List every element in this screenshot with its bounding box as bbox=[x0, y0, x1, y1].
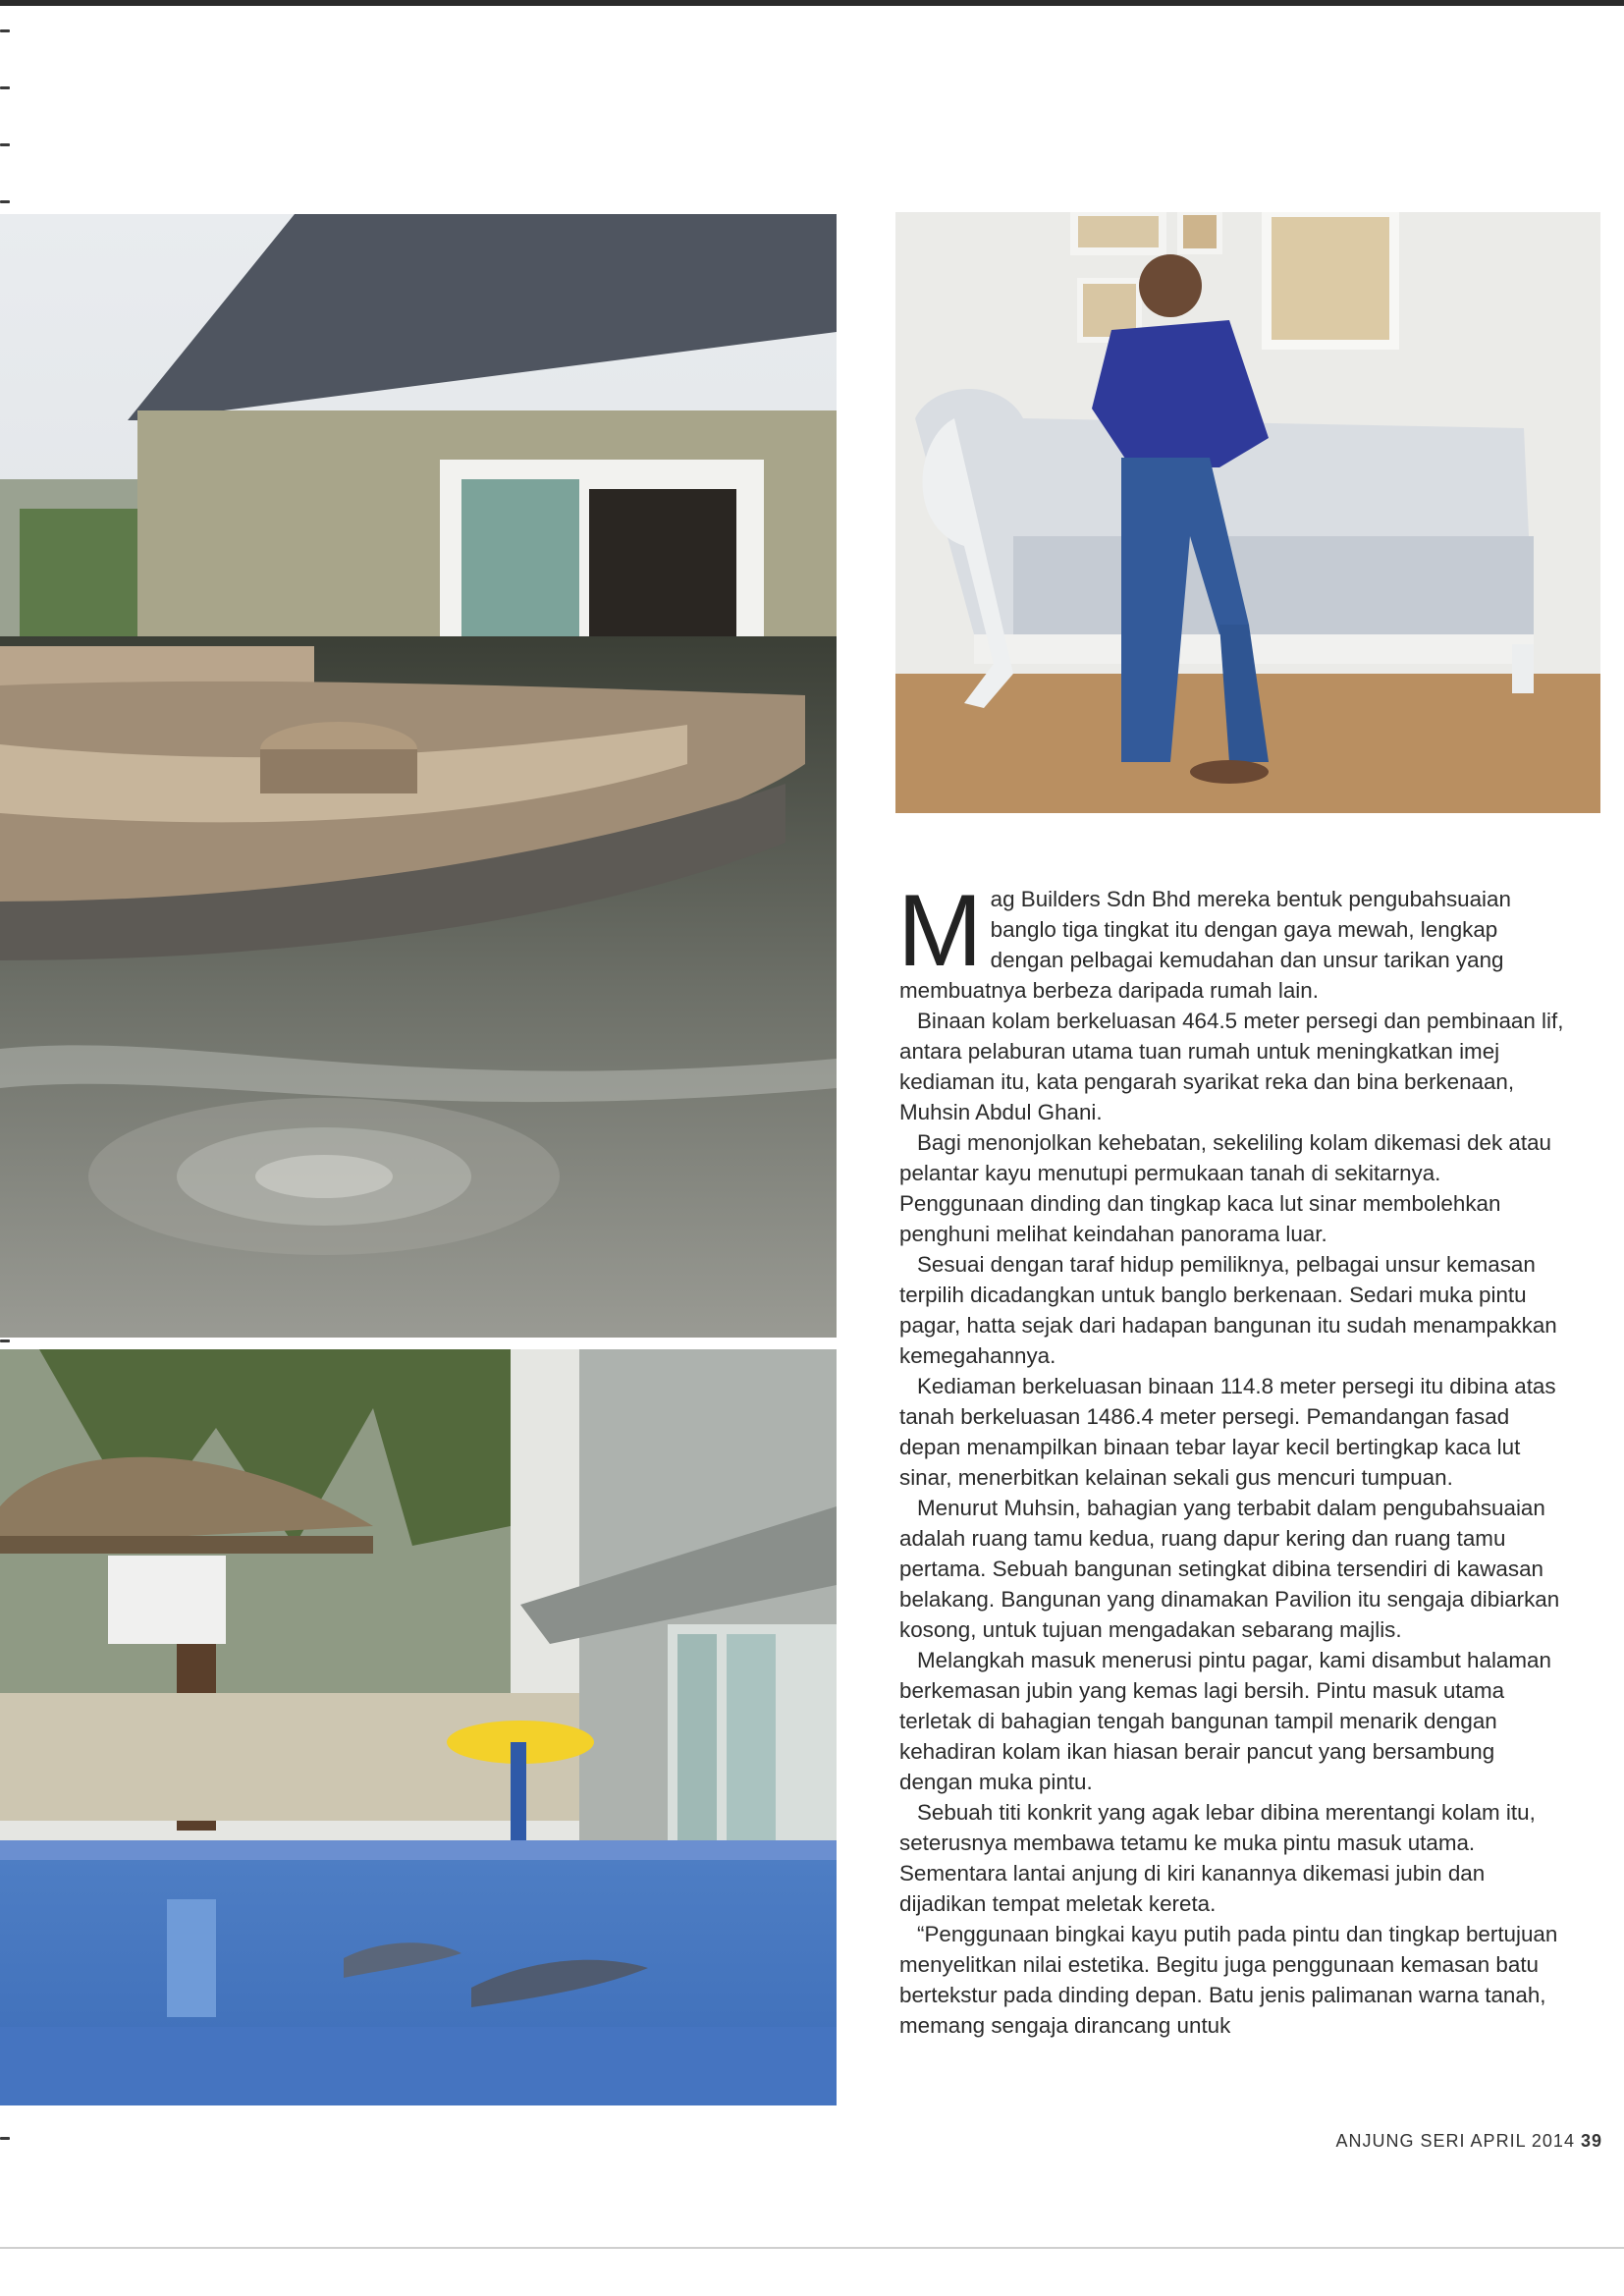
magazine-issue: ANJUNG SERI APRIL 2014 bbox=[1335, 2131, 1575, 2151]
article-paragraph-6: Menurut Muhsin, bahagian yang terbabit dalam pengubahsuaian adalah ruang tamu kedua, ruang dapur kering dan ruang tamu pertama. Sebuah bangunan setingkat dibina tersendiri di kawasan belakang. Bangunan yang dinamakan Pavilion itu sengaja dibiarkan kosong, untuk tujuan mengadakan sebarang majlis. bbox=[899, 1496, 1560, 1642]
article-paragraph-4: Sesuai dengan taraf hidup pemiliknya, pelbagai unsur kemasan terpilih dicadangkan untuk banglo berkenaan. Sedari muka pintu pagar, hatta sejak dari hadapan bangunan itu sudah menampakkan kemegahannya. bbox=[899, 1252, 1557, 1368]
article-paragraph-5: Kediaman berkeluasan binaan 114.8 meter persegi itu dibina atas tanah berkeluasan 1486.4 meter persegi. Pemandangan fasad depan menampilkan binaan tebar layar kecil bertingkap kaca lut sinar, menerbitkan kelainan sekali gus mencuri tumpuan. bbox=[899, 1374, 1556, 1490]
article-paragraph-1 bbox=[897, 874, 1567, 1006]
bottom-edge-line bbox=[0, 2247, 1624, 2249]
article-paragraph-9: “Penggunaan bingkai kayu putih pada pintu dan tingkap bertujuan menyelitkan nilai estetika. Begitu juga penggunaan kemasan batu bertekstur pada dinding depan. Batu jenis palimanan warna tanah, memang sengaja dirancang untuk bbox=[899, 1922, 1558, 2038]
article-body bbox=[897, 874, 1567, 2041]
article-paragraph-3: Bagi menonjolkan kehebatan, sekeliling kolam dikemasi dek atau pelantar kayu menutupi permukaan tanah di sekitarnya. Penggunaan dinding dan tingkap kaca lut sinar membolehkan penghuni melihat keindahan panorama luar. bbox=[899, 1130, 1551, 1246]
article-paragraph-7: Melangkah masuk menerusi pintu pagar, kami disambut halaman berkemasan jubin yang kemas lagi bersih. Pintu masuk utama terletak di bahagian tengah bangunan tampil menarik dengan kehadiran kolam ikan hiasan berair pancut yang bersambung dengan muka pintu. bbox=[899, 1648, 1551, 1794]
photo-ground-pool-gazebo bbox=[0, 1349, 837, 2105]
article-paragraph-8: Sebuah titi konkrit yang agak lebar dibina merentangi kolam itu, seterusnya membawa tetamu ke muka pintu masuk utama. Sementara lantai anjung di kiri kanannya dikemasi jubin dan dijadikan tempat meletak kereta. bbox=[899, 1800, 1536, 1916]
top-edge-bar bbox=[0, 0, 1624, 6]
paragraph-text: ag Builders Sdn Bhd mereka bentuk pengubahsuaian banglo tiga tingkat itu dengan gaya mewah, lengkap dengan pelbagai kemudahan dan unsur tarikan yang membuatnya berbeza daripada rumah lain. bbox=[899, 887, 1511, 1003]
photo-rooftop-pool-deck bbox=[0, 214, 837, 1338]
page-footer bbox=[1336, 2131, 1602, 2152]
photo-portrait-muhsin bbox=[895, 212, 1600, 813]
page-number: 39 bbox=[1580, 2131, 1602, 2151]
article-paragraph-2: Binaan kolam berkeluasan 464.5 meter persegi dan pembinaan lif, antara pelaburan utama tuan rumah untuk meningkatkan imej kediaman itu, kata pengarah syarikat reka dan bina berkenaan, Muhsin Abdul Ghani. bbox=[899, 1009, 1564, 1124]
drop-cap: M bbox=[897, 874, 983, 988]
